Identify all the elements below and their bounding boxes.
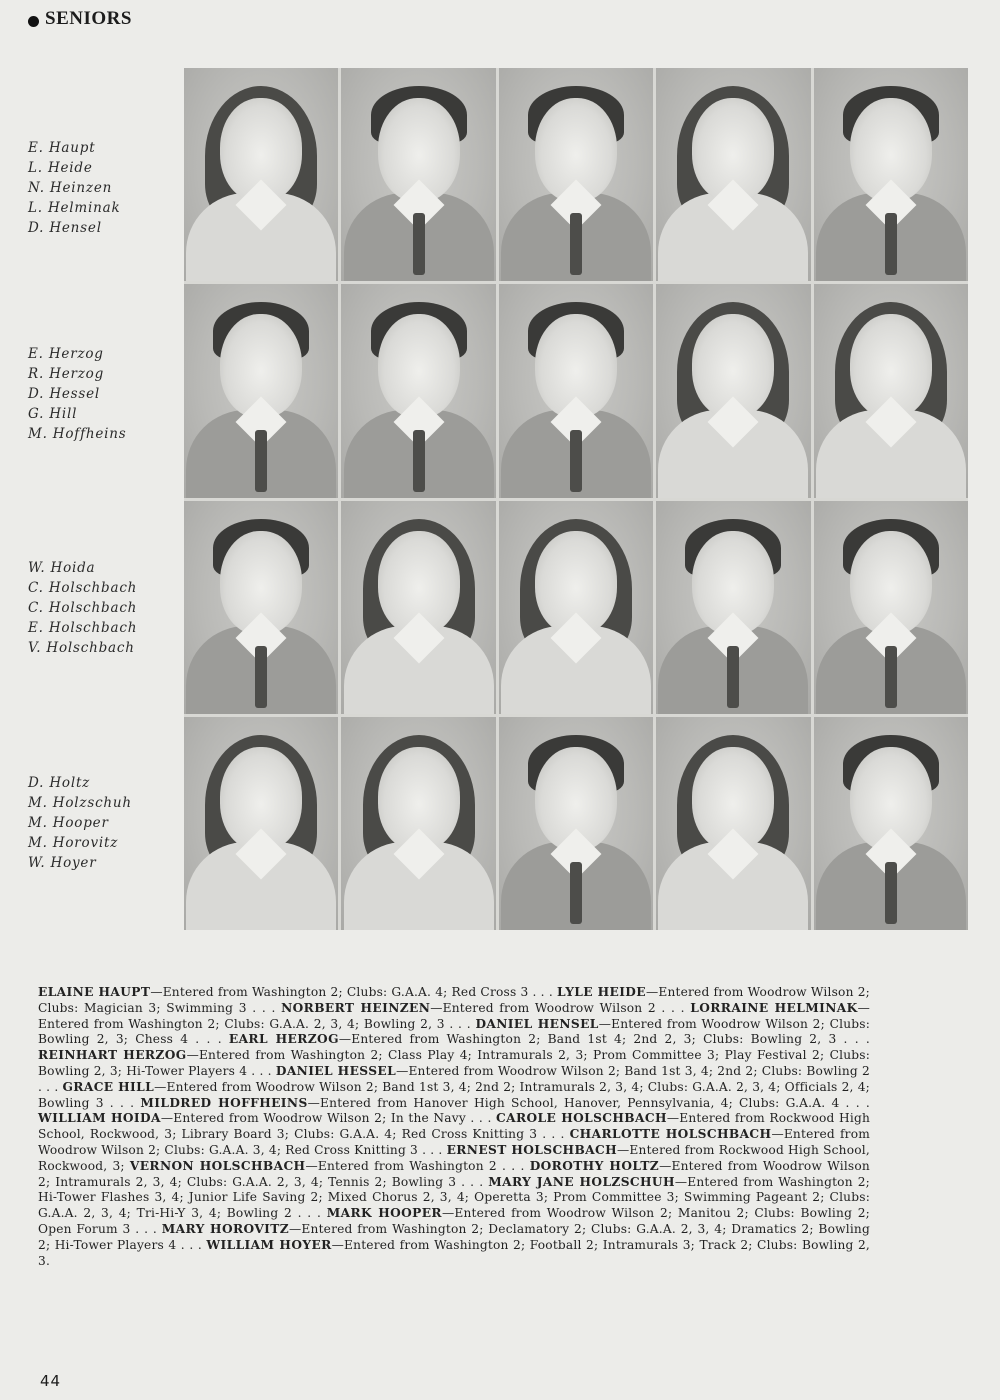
student-portrait — [656, 68, 810, 281]
student-name: M. Hoffheins — [28, 426, 127, 442]
bio-paragraph — [38, 985, 870, 1269]
bio-student-name: ELAINE HAUPT — [38, 985, 151, 999]
bio-text: —Entered from Woodrow Wilson 2; Clubs: G.A.A. 3, 4; Red Cross Knitting 3 . . . — [38, 1127, 870, 1157]
student-portrait — [814, 284, 968, 497]
row-name-list — [28, 138, 178, 238]
bio-student-name: EARL HERZOG — [228, 1032, 339, 1047]
bio-text: —Entered from Woodrow Wilson 2; Clubs: Magician 3; Swimming 3 . . . — [38, 985, 870, 1015]
bio-text: —Entered from Woodrow Wilson 2; Band 1st 3, 4; 2nd 2; Clubs: Bowling 2 . . . — [38, 1063, 870, 1094]
bio-text: —Entered from Hanover High School, Hanover, Pennsylvania, 4; Clubs: G.A.A. 4 . . . — [307, 1095, 870, 1110]
bio-student-name: WILLIAM HOIDA — [38, 1111, 161, 1126]
row-name-list — [28, 558, 178, 658]
bio-student-name: WILLIAM HOYER — [206, 1237, 332, 1252]
student-name: E. Herzog — [28, 346, 104, 362]
section-header — [28, 8, 132, 30]
student-portrait — [341, 284, 495, 497]
bullet-icon — [28, 16, 39, 27]
bio-student-name: DANIEL HENSEL — [475, 1016, 599, 1031]
student-portrait — [184, 68, 338, 281]
bio-text: —Entered from Rockwood High School, Rockwood, 3; — [38, 1142, 870, 1173]
student-name: D. Hessel — [28, 386, 101, 402]
section-title: SENIORS — [45, 8, 132, 29]
bio-student-name: DOROTHY HOLTZ — [529, 1158, 660, 1173]
bio-student-name: GRACE HILL — [62, 1079, 155, 1094]
student-portrait — [499, 68, 653, 281]
student-name: G. Hill — [28, 406, 78, 422]
student-portrait — [656, 284, 810, 497]
student-name: E. Holschbach — [28, 620, 138, 636]
student-portrait — [814, 717, 968, 930]
student-name: R. Herzog — [28, 366, 105, 382]
bio-student-name: MARY JANE HOLZSCHUH — [488, 1174, 675, 1189]
student-portrait — [814, 68, 968, 281]
bio-text: —Entered from Washington 2; Class Play 4; Intramurals 2, 3; Prom Committee 3; Play Festival 2; Clubs: Bowling 2, 3; Hi-Tower Players 4 . . . — [38, 1048, 871, 1078]
bio-text: —Entered from Woodrow Wilson 2 . . . — [430, 1000, 691, 1015]
bio-student-name: LYLE HEIDE — [557, 985, 646, 999]
bio-student-name: ERNEST HOLSCHBACH — [446, 1142, 618, 1157]
bio-text: —Entered from Washington 2; Clubs: G.A.A. 4; Red Cross 3 . . . — [150, 985, 557, 999]
bio-student-name: VERNON HOLSCHBACH — [129, 1158, 306, 1173]
student-name: M. Hooper — [28, 815, 109, 831]
bio-text: —Entered from Woodrow Wilson 2; Band 1st 3, 4; 2nd 2; Intramurals 2, 3, 4; Clubs: G.A.A. 2, 3, 4; Officials 2, 4; Bowling 3 . . . — [38, 1079, 870, 1110]
bio-text: —Entered from Washington 2 . . . — [305, 1158, 530, 1173]
student-name: W. Hoida — [28, 560, 96, 576]
row-name-list — [28, 344, 178, 444]
student-name: V. Holschbach — [28, 640, 135, 656]
student-name: C. Holschbach — [28, 580, 138, 596]
student-portrait — [656, 501, 810, 714]
bio-text: —Entered from Woodrow Wilson 2; Clubs: Bowling 2, 3; Chess 4 . . . — [38, 1016, 870, 1047]
bio-student-name: REINHART HERZOG — [38, 1048, 187, 1063]
student-name: C. Holschbach — [28, 600, 138, 616]
student-portrait — [656, 717, 810, 930]
student-name: M. Horovitz — [28, 835, 119, 851]
page-number: 44 — [40, 1372, 62, 1390]
bio-text: —Entered from Woodrow Wilson 2; Intramurals 2, 3, 4; Clubs: G.A.A. 2, 3, 4; Tennis 2; Bowling 3 . . . — [38, 1158, 870, 1189]
student-portrait — [341, 501, 495, 714]
student-name: L. Helminak — [28, 200, 121, 216]
bio-text: —Entered from Woodrow Wilson 2; Manitou 2; Clubs: Bowling 2; Open Forum 3 . . . — [38, 1206, 870, 1236]
bio-text: —Entered from Washington 2; Hi-Tower Flashes 3, 4; Junior Life Saving 2; Mixed Chorus 2, 3, 4; Operetta 3; Prom Committee 3; Swimming Pageant 2; Clubs: G.A.A. 2, 3, 4; Tri-Hi-Y 3, 4; Bowling 2 . . . — [38, 1174, 870, 1221]
bio-student-name: CAROLE HOLSCHBACH — [496, 1111, 667, 1126]
bio-text: —Entered from Rockwood High School, Rockwood, 3; Library Board 3; Clubs: G.A.A. 4; Red Cross Knitting 3 . . . — [38, 1111, 871, 1142]
bio-student-name: DANIEL HESSEL — [275, 1063, 397, 1078]
student-name: L. Heide — [28, 160, 93, 176]
student-portrait — [184, 284, 338, 497]
photo-row — [184, 284, 968, 497]
student-portrait — [341, 68, 495, 281]
student-name: M. Holzschuh — [28, 795, 132, 811]
bio-text: —Entered from Washington 2; Declamatory 2; Clubs: G.A.A. 2, 3, 4; Dramatics 2; Bowling 2; Hi-Tower Players 4 . . . — [38, 1221, 870, 1252]
student-name: D. Hensel — [28, 220, 102, 236]
row-name-list — [28, 773, 178, 873]
bio-text: —Entered from Washington 2; Clubs: G.A.A. 2, 3, 4; Bowling 2, 3 . . . — [38, 1000, 870, 1031]
bio-student-name: MILDRED HOFFHEINS — [140, 1095, 308, 1110]
bio-student-name: NORBERT HEINZEN — [281, 1000, 431, 1015]
bio-student-name: LORRAINE HELMINAK — [690, 1000, 858, 1015]
photo-row — [184, 68, 968, 281]
student-portrait — [814, 501, 968, 714]
student-portrait — [499, 501, 653, 714]
student-name: W. Hoyer — [28, 855, 97, 871]
bio-student-name: MARY HOROVITZ — [161, 1221, 290, 1236]
student-portrait — [184, 717, 338, 930]
student-portrait — [184, 501, 338, 714]
student-portrait — [499, 284, 653, 497]
student-name: D. Holtz — [28, 775, 91, 791]
photo-row — [184, 717, 968, 930]
bio-text: —Entered from Woodrow Wilson 2; In the Navy . . . — [160, 1111, 496, 1126]
student-portrait — [341, 717, 495, 930]
bio-student-name: CHARLOTTE HOLSCHBACH — [569, 1127, 772, 1142]
bio-text: —Entered from Washington 2; Band 1st 4; 2nd 2, 3; Clubs: Bowling 2, 3 . . . — [338, 1032, 870, 1047]
student-portrait — [499, 717, 653, 930]
bio-text: —Entered from Washington 2; Football 2; Intramurals 3; Track 2; Clubs: Bowling 2, 3. — [38, 1237, 871, 1268]
student-name: E. Haupt — [28, 140, 96, 156]
bio-student-name: MARK HOOPER — [326, 1206, 442, 1221]
photo-grid — [184, 68, 968, 930]
photo-row — [184, 501, 968, 714]
student-name: N. Heinzen — [28, 180, 113, 196]
